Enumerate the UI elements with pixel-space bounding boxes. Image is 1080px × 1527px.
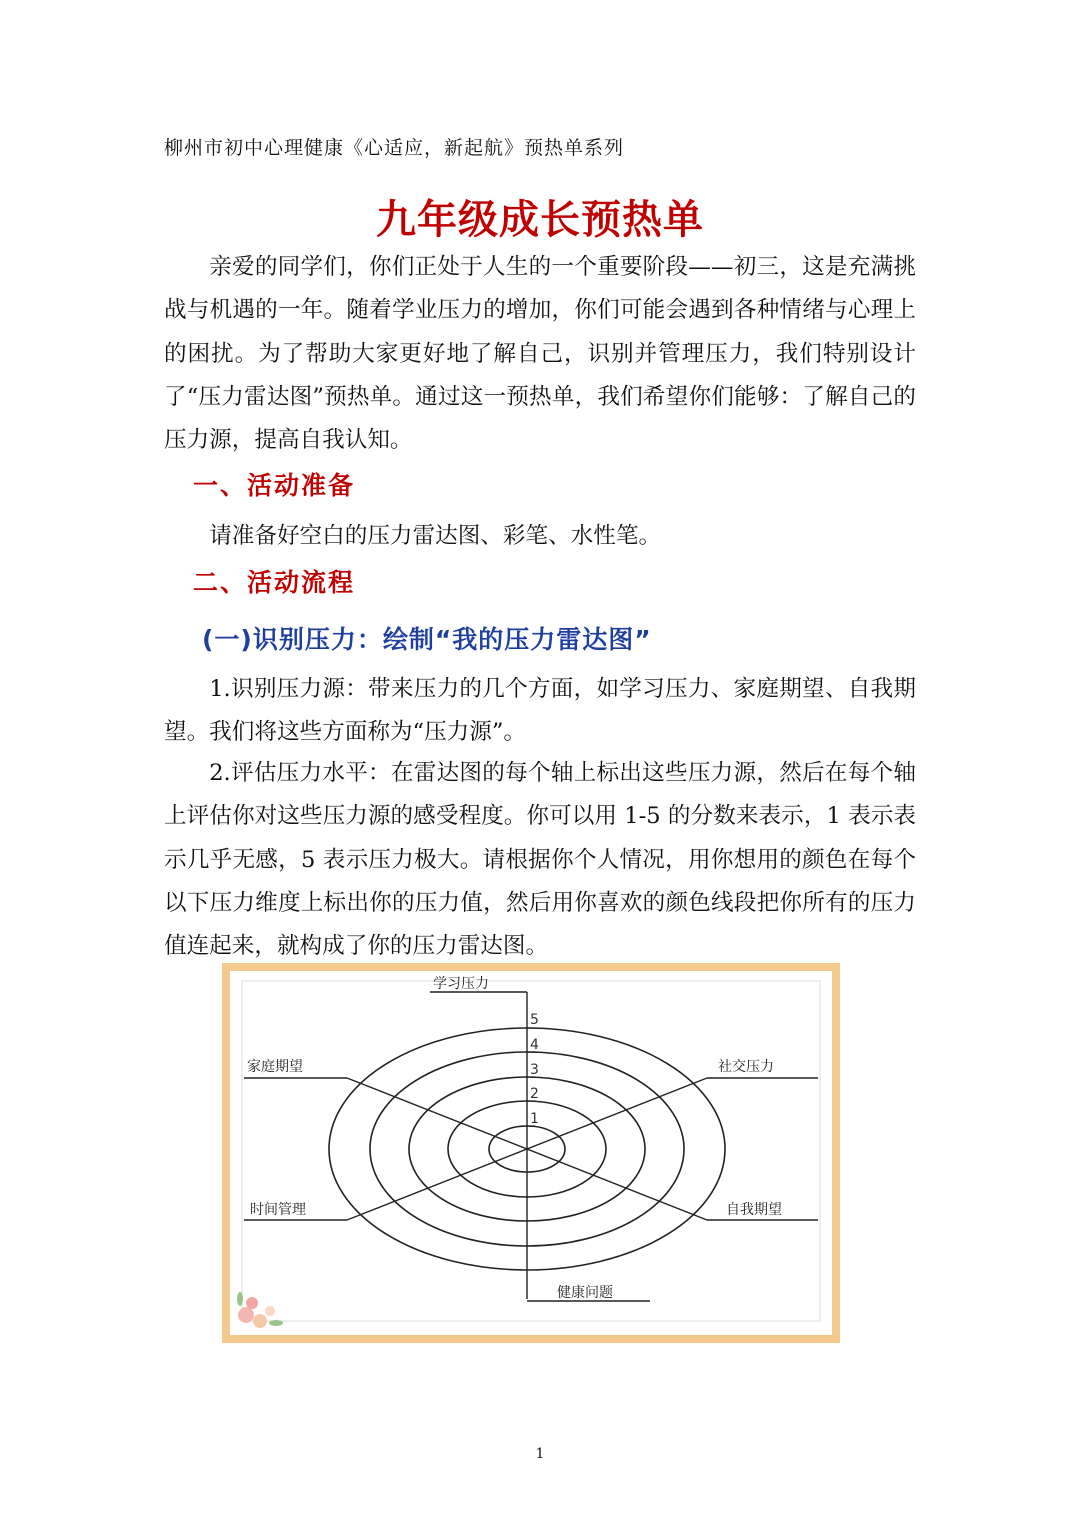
scale-label-4: 4 — [530, 1037, 539, 1053]
intro-paragraph: 亲爱的同学们，你们正处于人生的一个重要阶段——初三，这是充满挑战与机遇的一年。随着学业压力的增加，你们可能会遇到各种情绪与心理上的困扰。为了帮助大家更好地了解自己，识别并管理压力，我们特别设计了“压力雷达图”预热单。通过这一预热单，我们希望你们能够：了解自己的压力源，提高自我认知。 — [164, 254, 916, 454]
axis-label-health: 健康问题 — [557, 1285, 613, 1301]
scale-label-5: 5 — [530, 1012, 539, 1028]
axis-label-self: 自我期望 — [726, 1202, 782, 1218]
axis-label-social: 社交压力 — [718, 1059, 774, 1075]
step-1-paragraph: 1.识别压力源：带来压力的几个方面，如学习压力、家庭期望、自我期望。我们将这些方面称为“压力源”。 — [164, 676, 916, 746]
section-heading-process: 二、活动流程 — [193, 568, 356, 597]
axis-label-time: 时间管理 — [250, 1202, 306, 1218]
page-number: 1 — [535, 1446, 545, 1462]
step-2-paragraph: 2.评估压力水平：在雷达图的每个轴上标出这些压力源，然后在每个轴上评估你对这些压力源的感受程度。你可以用 1-5 的分数来表示，1 表示表示几乎无感，5 表示压力极大。请根据你个人情况，用你想用的颜色在每个以下压力维度上标出你的压力值，然后用你喜欢的颜色线段把你所有的压力值连起来，就构成了你的压力雷达图。 — [164, 760, 916, 960]
subsection-heading-identify-stress: (一)识别压力：绘制“我的压力雷达图” — [202, 625, 652, 654]
scale-label-2: 2 — [530, 1086, 539, 1102]
preparation-text: 请准备好空白的压力雷达图、彩笔、水性笔。 — [209, 523, 662, 549]
document-header: 柳州市初中心理健康《心适应，新起航》预热单系列 — [164, 137, 625, 159]
axis-label-study: 学习压力 — [433, 976, 489, 992]
axis-label-family: 家庭期望 — [247, 1059, 303, 1075]
radar-chart — [230, 971, 832, 1335]
page-title: 九年级成长预热单 — [376, 197, 704, 243]
scale-label-1: 1 — [530, 1111, 539, 1127]
section-heading-preparation: 一、活动准备 — [193, 471, 356, 500]
scale-label-3: 3 — [530, 1062, 539, 1078]
radar-chart-frame — [222, 963, 840, 1343]
